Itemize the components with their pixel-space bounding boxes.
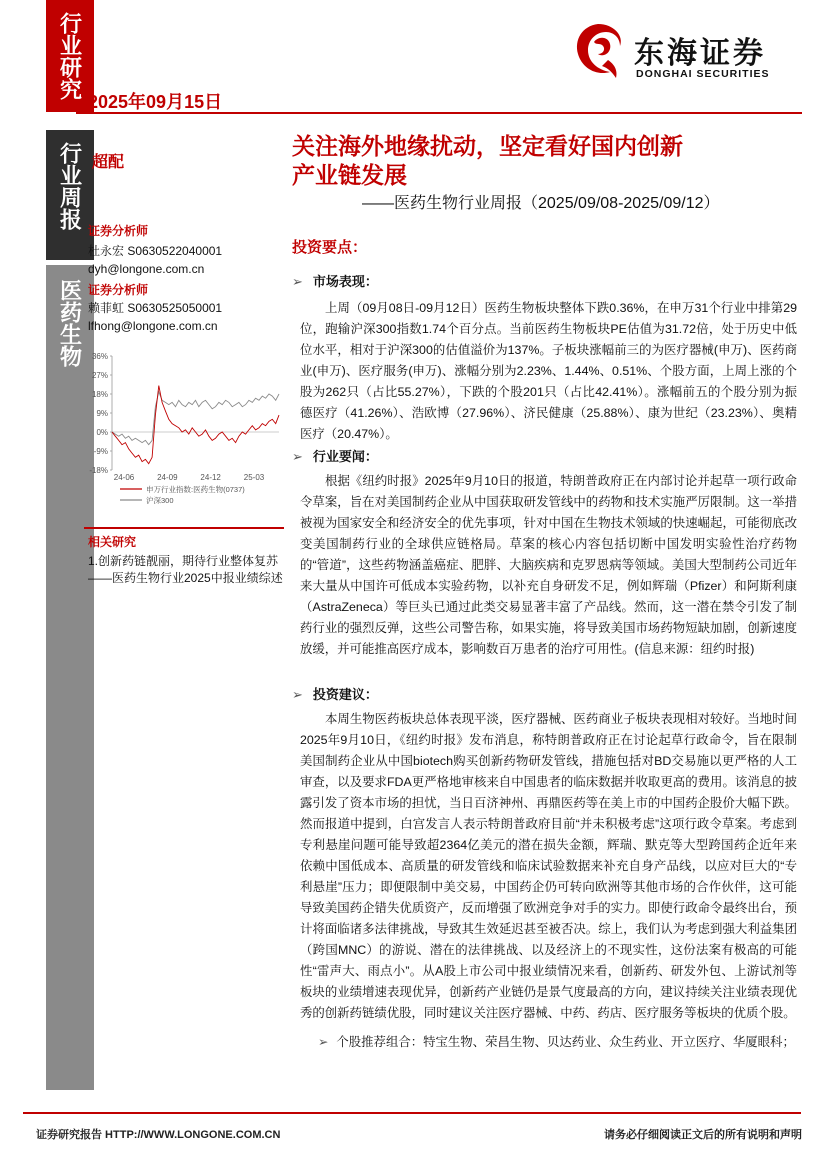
analyst-block bbox=[88, 222, 283, 334]
logo-cn: 东海证券 bbox=[634, 36, 766, 71]
advice-heading-label: 投资建议： bbox=[312, 687, 378, 702]
top-divider bbox=[76, 112, 802, 114]
x-tick-label: 24-06 bbox=[113, 473, 135, 482]
arrow-icon: ➢ bbox=[292, 687, 303, 702]
series-line bbox=[112, 392, 279, 445]
analyst-2 bbox=[88, 281, 283, 334]
stock-picks-label: 个股推荐组合：特宝生物、荣昌生物、贝达药业、众生药业、开立医疗、华厦眼科； bbox=[336, 1035, 795, 1049]
news-text bbox=[300, 471, 797, 660]
analyst-name: 杜永宏 S0630522040001 bbox=[88, 244, 223, 258]
market-heading-label: 市场表现： bbox=[312, 274, 378, 289]
tab-industry-weekly bbox=[46, 130, 94, 260]
news-paragraph: 根据《纽约时报》2025年9月10日的报道，特朗普政府正在内部讨论并起草一项行政命令草案，旨在对美国制药企业从中国获取研发管线中的药物和技术实施严厉限制。这一举措被视为国家安全和经济安全的优先事项，针对中国在生物技术领域的快速崛起，可能彻底改变美国制药行业的全球供应链格局。草案的核心内容包括切断中国发明实验性治疗药物的“管道”，这些药物涵盖癌症、肥胖、大脑疾病和克罗恩病等领域。美国大型制药公司近年来大量从中国许可低成本实验药物，以补充自身研发不足，例如辉瑞（Pfizer）和阿斯利康（AstraZeneca）等巨头已通过此类交易显著丰富了产品线。然而，这一潜在禁令引发了制药行业的强烈反弹，这些公司警告称，如果实施，将导致美国市场药物短缺加剧，创新速度放缓，并可能推高医疗成本，影响数百万患者的治疗可用性。(信息来源：纽约时报) bbox=[300, 474, 797, 656]
y-tick-label: 18% bbox=[91, 390, 108, 399]
related-heading: 相关研究 bbox=[88, 535, 137, 549]
company-logo bbox=[568, 18, 798, 88]
x-tick-label: 24-09 bbox=[157, 473, 178, 482]
footer-left[interactable]: 证券研究报告 HTTP://WWW.LONGONE.COM.CN bbox=[36, 1129, 281, 1141]
market-paragraph: 上周（09月08日-09月12日）医药生物板块整体下跌0.36%，在申万31个行业中排第29位，跑输沪深300指数1.74个百分点。当前医药生物板块PE估值为31.72倍，处于历史中低位水平，相对于沪深300的估值溢价为137%。子板块涨幅前三的为医疗器械(申万)、医药商业(申万)、医疗服务(申万)、涨幅分别为2.23%、1.44%、0.51%、个股方面，上周上涨的个股为262只（占比55.27%），下跌的个股201只（占比42.41%）。涨幅前五的个股分别为振德医疗（41.26%）、浩欧博（27.96%）、济民健康（25.88%）、康为世纪（23.23%）、奥精医疗（20.47%）。 bbox=[300, 301, 797, 441]
rating: 超配 bbox=[92, 154, 125, 171]
report-date: 2025年09月15日 bbox=[88, 92, 223, 112]
y-tick-label: 9% bbox=[96, 409, 108, 418]
y-tick-label: 0% bbox=[96, 428, 108, 437]
footer-divider bbox=[23, 1112, 801, 1114]
advice-text bbox=[300, 709, 797, 1024]
y-tick-label: -9% bbox=[93, 447, 108, 456]
analyst-heading: 证券分析师 bbox=[88, 283, 149, 297]
analyst-name: 赖菲虹 S0630525050001 bbox=[88, 301, 223, 315]
x-tick-label: 25-03 bbox=[243, 473, 265, 482]
logo-en: DONGHAI SECURITIES bbox=[636, 68, 770, 80]
legend-label: 沪深300 bbox=[146, 496, 174, 505]
legend-label: 申万行业指数:医药生物(0737) bbox=[146, 485, 245, 494]
sidebar bbox=[23, 0, 83, 1090]
series-line bbox=[112, 386, 279, 464]
arrow-icon: ➢ bbox=[292, 449, 303, 464]
analyst-email[interactable]: dyh@longone.com.cn bbox=[88, 262, 205, 276]
analyst-email[interactable]: lfhong@longone.com.cn bbox=[88, 319, 218, 333]
market-heading bbox=[292, 271, 378, 290]
related-item[interactable]: 1.创新药链靓丽，期待行业整体复苏——医药生物行业2025中报业绩综述 bbox=[88, 554, 283, 585]
x-tick-label: 24-12 bbox=[200, 473, 221, 482]
tab-industry-research bbox=[46, 0, 94, 112]
market-text bbox=[300, 298, 797, 445]
analyst-heading: 证券分析师 bbox=[88, 224, 149, 238]
tab-industry-weekly-label: 行业周报 bbox=[57, 142, 83, 230]
y-tick-label: 36% bbox=[91, 352, 108, 361]
performance-chart bbox=[84, 348, 284, 518]
section-heading: 投资要点： bbox=[292, 239, 368, 256]
news-heading-label: 行业要闻： bbox=[312, 449, 378, 464]
title-line-2: 产业链发展 bbox=[292, 162, 407, 188]
arrow-icon: ➢ bbox=[318, 1035, 329, 1049]
stock-picks bbox=[318, 1032, 795, 1050]
chart-svg bbox=[84, 348, 284, 518]
related-research bbox=[88, 533, 288, 587]
title-line-1: 关注海外地缘扰动，坚定看好国内创新 bbox=[292, 133, 683, 159]
tab-industry-research-label: 行业研究 bbox=[57, 12, 83, 100]
dragon-logo-icon bbox=[568, 18, 628, 82]
footer-disclaimer: 请务必仔细阅读正文后的所有说明和声明 bbox=[604, 1129, 802, 1141]
arrow-icon: ➢ bbox=[292, 274, 303, 289]
advice-paragraph: 本周生物医药板块总体表现平淡，医疗器械、医药商业子板块表现相对较好。当地时间2025年9月10日，《纽约时报》发布消息，称特朗普政府正在讨论起草行政命令，旨在限制美国制药企业从中国biotech购买创新药物研发管线，措施包括对BD交易施以更严格的人工审查，以及要求FDA更严格地审核来自中国患者的临床数据并收取更高的费用。该消息的披露引发了资本市场的担忧，当日百济神州、再鼎医药等在美上市的中国药企股价大幅下跌。然而报道中提到，白宫发言人表示特朗普政府目前“并未积极考虑”这项行政令草案。考虑到专利悬崖问题可能导致超2364亿美元的潜在损失金额，辉瑞、默克等大型跨国药企近年来依赖中国低成本、高质量的研发管线和临床试验数据来补充自身产品线，以应对巨大的“专利悬崖”压力；即便限制中美交易，中国药企仍可转向欧洲等其他市场的合作伙伴，这可能导致美国药企错失优质资产，反而增强了欧洲竞争对手的实力。即使行政命令最终出台，预计将面临诸多法律挑战，导致其生效延迟甚至被否决。综上，我们认为考虑到强大利益集团（跨国MNC）的游说、潜在的法律挑战、以及经济上的不现实性，这份法案有极高的可能性“雷声大、雨点小”。从A股上市公司中报业绩情况来看，创新药、研发外包、上游试剂等板块的业绩增速表现优异，创新药产业链仍是景气度最高的方向，建议持续关注业绩表现优秀的创新药链绩优股，同时建议关注医疗器械、中药、药店、医疗服务等板块的优质个股。 bbox=[300, 712, 797, 1020]
y-tick-label: -18% bbox=[89, 466, 108, 475]
news-heading bbox=[292, 446, 378, 465]
tab-medicine-label: 医药生物 bbox=[57, 279, 83, 367]
advice-heading bbox=[292, 684, 378, 703]
chart-bottom-rule bbox=[84, 527, 284, 529]
analyst-1 bbox=[88, 222, 283, 277]
report-title bbox=[292, 132, 792, 190]
report-subtitle: ——医药生物行业周报（2025/09/08-2025/09/12） bbox=[362, 195, 720, 212]
y-tick-label: 27% bbox=[91, 371, 108, 380]
